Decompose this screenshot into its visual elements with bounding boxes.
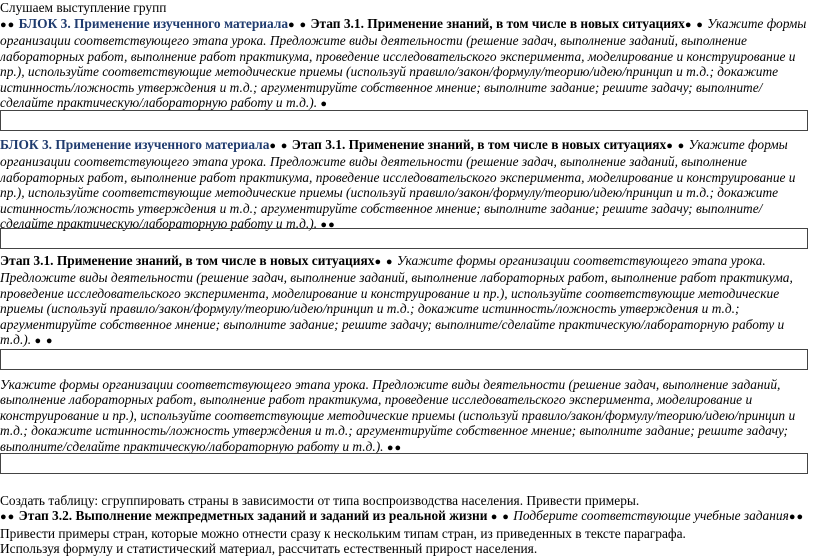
intro-line <box>0 0 812 15</box>
paragraph-3 <box>0 253 812 349</box>
bullet-icon: ● ● <box>34 335 54 348</box>
stage-heading: Этап 3.1. Применение знаний, в том числе в новых ситуациях <box>0 253 375 268</box>
bullet-icon: ● ● <box>374 256 394 268</box>
stage-32-heading: Этап 3.2. Выполнение межпредметных заданий и заданий из реальной жизни <box>18 508 488 524</box>
bullet-icon: ● ● <box>684 19 704 31</box>
bullet-icon: ●● <box>0 19 16 31</box>
intro-text: Слушаем выступление групп <box>0 0 167 15</box>
answer-box[interactable] <box>0 110 808 131</box>
bullet-icon: ●● <box>788 511 805 524</box>
block-heading: БЛОК 3. Применение изученного материала <box>18 16 289 31</box>
task-table-line <box>0 493 812 508</box>
task-examples-text: Привести примеры стран, которые можно отнести сразу к нескольким типам стран, из приведенных в тексте параграфа. <box>0 525 686 541</box>
task-formula-text: Используя формулу и статистический материал, рассчитать естественный прирост населения. <box>0 541 538 557</box>
bullet-icon: ● ● <box>666 140 686 152</box>
answer-box[interactable] <box>0 453 808 474</box>
bullet-icon: ● ● <box>490 511 510 524</box>
paragraph-1 <box>0 16 812 112</box>
instruction-text: Укажите формы организации соответствующего этапа урока. Предложите виды деятельности (решение задач, выполнение заданий, выполнение лабораторных работ, выполнение работ практикума, проведение исследовательского эксперимента, моделирование и конструирование и пр.), используйте соответствующие методические приемы (используй правило/закон/формулу/теорию/идею/принцип и т.д.; докажите истинность/ложность утверждения и т.д.; аргументируйте собственное мнение; выполните задание; решите задачу; выполните/сделайте практическую/лабораторную работу и т.д.). <box>0 253 793 348</box>
stage-heading: Этап 3.1. Применение знаний, в том числе в новых ситуациях <box>310 16 685 31</box>
paragraph-4 <box>0 377 812 456</box>
answer-box[interactable] <box>0 349 808 370</box>
instruction-text: Укажите формы организации соответствующего этапа урока. Предложите виды деятельности (решение задач, выполнение заданий, выполнение лабораторных работ, выполнение работ практикума, проведение исследовательского эксперимента, моделирование и конструирование и пр.), используйте соответствующие методические приемы (используй правило/закон/формулу/теорию/идею/принцип и т.д.; докажите истинность/ложность утверждения и т.д.; аргументируйте собственное мнение; выполните задание; решите задачу; выполните/сделайте практическую/лабораторную работу и т.д.). <box>0 377 796 454</box>
bullet-icon: ●● <box>320 219 336 232</box>
bottom-section <box>0 493 812 557</box>
instruction-text: Укажите формы организации соответствующего этапа урока. Предложите виды деятельности (решение задач, выполнение заданий, выполнение лабораторных работ, выполнение работ практикума, проведение исследовательского эксперимента, моделирование и конструирование и пр.), используйте соответствующие методические приемы (используй правило/закон/формулу/теорию/идею/принцип и т.д.; докажите истинность/ложность утверждения и т.д.; аргументируйте собственное мнение; выполните задание; решите задачу; выполните/сделайте практическую/лабораторную работу и т.д.). <box>0 16 807 111</box>
paragraph-2 <box>0 137 812 233</box>
block-heading: БЛОК 3. Применение изученного материала <box>0 137 270 152</box>
stage-heading: Этап 3.1. Применение знаний, в том числе в новых ситуациях <box>291 137 667 152</box>
stage-32-instruction: Подберите соответствующие учебные задания <box>513 508 789 524</box>
bullet-icon: ● ● <box>269 140 289 152</box>
task-formula-line <box>0 541 812 556</box>
bullet-icon: ● <box>320 98 329 111</box>
answer-box[interactable] <box>0 228 808 249</box>
bullet-icon: ● ● <box>288 19 308 31</box>
task-table-text: Создать таблицу: сгруппировать страны в зависимости от типа воспроизводства населения. Привести примеры. <box>0 493 640 508</box>
bullet-icon: ●● <box>0 511 16 524</box>
instruction-text: Укажите формы организации соответствующего этапа урока. Предложите виды деятельности (решение задач, выполнение заданий, выполнение лабораторных работ, выполнение работ практикума, проведение исследовательского эксперимента, моделирование и конструирование и пр.), используйте соответствующие методические приемы (используй правило/закон/формулу/теорию/идею/принцип и т.д.; докажите истинность/ложность утверждения и т.д.; аргументируйте собственное мнение; выполните задание; решите задачу; выполните/сделайте практическую/лабораторную работу и т.д.). <box>0 137 796 232</box>
bullet-icon: ●● <box>386 441 403 454</box>
stage-32-line <box>0 508 812 541</box>
